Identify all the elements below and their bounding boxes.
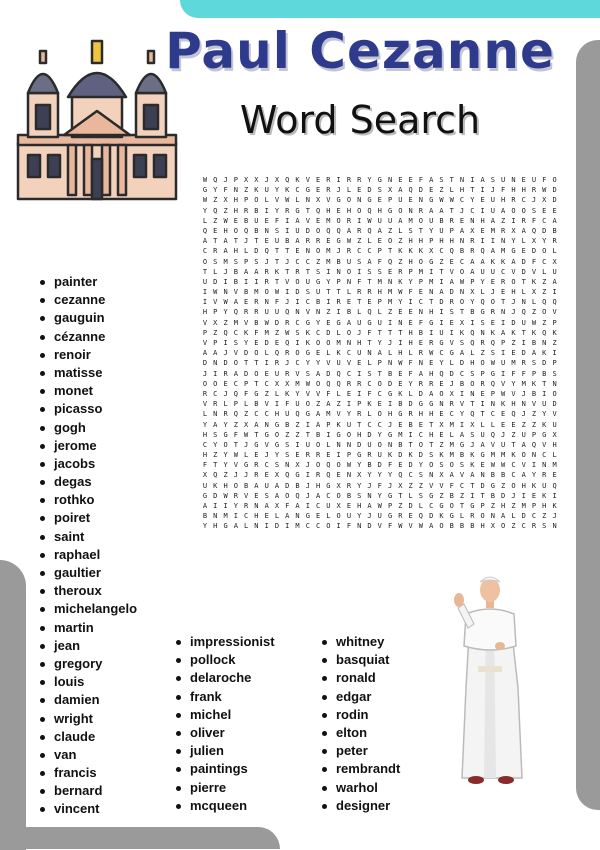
grid-row: T L J B A A R K T R T S I N O I S S E R P M I T V O A U U C V D V L U [202, 267, 557, 276]
grid-row: H Z Y W L E J Y S E R R E I P G R U K D K D S K M B K G M M K O N C L [202, 451, 557, 460]
bottom-accent-bar [0, 827, 280, 849]
word-list-item: vincent [40, 800, 137, 818]
word-list-item: pollock [176, 651, 275, 669]
word-list-item: matisse [40, 364, 137, 382]
grid-row: J I R A D O E U R V S A D Q C I S T B E F A H Q D C S P G I F F P B S [202, 369, 557, 378]
grid-row: O O E C P T C X X M W O Q Q R R C O D E Y R R E J B O R Q V Y M K T N [202, 379, 557, 388]
grid-row: H P Y Q R R U U Q N V N Z I B L Q L Z E E N H I S T B G R N J Q Z O V [202, 308, 557, 317]
word-list-column-3 [322, 633, 400, 815]
grid-row: A T A T J T E U B A R R E G W Z L E O Z H H P H H N R I I N Y L X Y R [202, 237, 557, 246]
grid-row: V P I S Y E D E Q I K O O M N H T Y J I H E R G V S Q R Q P Z I B N Z [202, 339, 557, 347]
grid-row: C Y O T J G V G S I U O L N N D U O N B T O T Z M G J A V U T A Q V H [202, 440, 557, 449]
left-accent-bar [0, 560, 26, 850]
word-list-item: wright [40, 710, 137, 728]
pope-figure-icon [448, 568, 532, 790]
grid-row: A I I Y R N A X F A I C U X E H A W P Z D L C G O T G P Z H Z M P H K [202, 502, 557, 510]
word-list-item: julien [176, 742, 275, 760]
word-list-item: designer [322, 797, 400, 815]
word-list-item: pierre [176, 779, 275, 797]
grid-row: D N D O T T I R J C Y Y V U V E L P N W F N E Y L D H O W U M R S D P [202, 359, 557, 368]
grid-row: H S G F W T G O Z Z T B I G O H D Y G M I C H E L A S U Q J Z U P G X [202, 430, 557, 439]
right-accent-bar [576, 40, 600, 810]
word-list-item: jean [40, 637, 137, 655]
word-list-item: poiret [40, 509, 137, 527]
word-list-item: francis [40, 764, 137, 782]
grid-row: C R A H L D Q T T E N O M J R C C P T K K K X C Q B R Q A M G E D O L [202, 247, 557, 256]
grid-row: Q E H O Q B N S I U D O Q Q A R Q A Z L S T Y U P A X E M R X A Q D B [202, 226, 557, 235]
word-list-item: paintings [176, 760, 275, 778]
word-list-item: martin [40, 619, 137, 637]
word-list-item: rothko [40, 491, 137, 509]
word-list-item: cezanne [40, 291, 137, 309]
grid-row: V X Z M V B W D R C G Y E G A U G U I N E F G I E X I S E I D U W Z P [202, 318, 557, 327]
word-list-item: michelangelo [40, 600, 137, 618]
word-list-item: monet [40, 382, 137, 400]
word-list-item: oliver [176, 724, 275, 742]
word-list-item: gogh [40, 419, 137, 437]
word-list-item: rodin [322, 706, 400, 724]
word-list-item: louis [40, 673, 137, 691]
word-list-item: gauguin [40, 309, 137, 327]
word-list-item: saint [40, 528, 137, 546]
word-list-item: whitney [322, 633, 400, 651]
word-list-item: renoir [40, 346, 137, 364]
page-title: Paul Cezanne [165, 22, 555, 80]
word-list-item: warhol [322, 779, 400, 797]
word-list-item: delaroche [176, 669, 275, 687]
word-list-item: jacobs [40, 455, 137, 473]
grid-row: P Z Q C K F M Z W S K C D L O J F T T T H B I U I K Q N K A K T K Q K [202, 328, 557, 337]
word-list-item: gaultier [40, 564, 137, 582]
word-list-item: van [40, 746, 137, 764]
word-list-item: frank [176, 688, 275, 706]
word-list-item: theroux [40, 582, 137, 600]
word-list-item: jerome [40, 437, 137, 455]
grid-row: B N M I C H E L A N G E L O U Y J U G R E Q D K G L R O N A L D C Z J [202, 512, 557, 521]
word-list-item: basquiat [322, 651, 400, 669]
grid-row: G D W R V E S A O Q J A C O B S N Y G T L S G Z B Z I T B D J I E K I [202, 491, 557, 500]
grid-row: Y H G A L N I D I M C C O I F N D V F W V W A O B B B H X O Z C R S N [202, 522, 557, 531]
grid-row: A A J V D O L Q R O G E L K C U N A L H L R W C G A L Z S I E D A K I [202, 349, 557, 358]
grid-row: L N R Q Z C C H U Q G A M V Y R L O H G R H H E C Y Q T C E Q J Z Y V [202, 410, 557, 419]
grid-row: Y A Y Z X A N G B Z I A P K U T C C J E B E T X M I X L L E E Z Z K U [202, 420, 557, 429]
word-list-item: raphael [40, 546, 137, 564]
word-list-item: michel [176, 706, 275, 724]
letter-grid [200, 175, 560, 532]
top-accent-bar [180, 0, 600, 18]
word-list-item: mcqueen [176, 797, 275, 815]
word-list-item: picasso [40, 400, 137, 418]
word-list-item: bernard [40, 782, 137, 800]
grid-row: I W N V B M O W I D S U T T L R R H M W F E N A D N X L J E H L X Z I [202, 288, 557, 297]
word-list-item: edgar [322, 688, 400, 706]
grid-row: W Z X H P O L V W L N X V G O N G E P U E N G W W C Y E U H R C J X D [202, 196, 557, 205]
word-list-item: gregory [40, 655, 137, 673]
word-list-item: rembrandt [322, 760, 400, 778]
grid-row: G Y F N Z K U Y K C G E R J L E D S X A Q D E Z L H T I J F H H R W D [202, 186, 557, 195]
grid-row: O S M S P S J T J C C Z M B U S A F Q Z H O G Z E C A A K K A D F C X [202, 257, 557, 266]
grid-row: V R L P L B V I F U O Z A Z I P K E I B D G G N R V T I N K H N V U D [202, 400, 557, 409]
word-list-item: damien [40, 691, 137, 709]
grid-row: L Z W E B U E F I A V E M O R I W U U A M O U B R E N H A Z I R F C A [202, 216, 557, 225]
word-list-item: cézanne [40, 328, 137, 346]
word-list-item: elton [322, 724, 400, 742]
word-list-item: peter [322, 742, 400, 760]
grid-row: U K H O B A U A D B J H G X R Y J F J X Z Z V V F C T D G Z O H K U Q [202, 481, 557, 490]
grid-row: F T Y V G R C S N X J O Q O W Y B D F E D Y O S O S K E W W C V I N M [202, 461, 557, 470]
word-list-item: impressionist [176, 633, 275, 651]
word-list-item: painter [40, 273, 137, 291]
word-list-item: claude [40, 728, 137, 746]
grid-row: R C J Q F G Z L K Y V V F L E I F C G K L D A O X I N E P W V J B I O [202, 389, 557, 398]
grid-row: Y Q Z H R B I Y R G T Q H E H O Q H G O N R A A T J C I U A O O S E E [202, 206, 557, 215]
word-list-item: degas [40, 473, 137, 491]
grid-row: U D I B I I R T V O U G Y P N F T M N K Y P M I A W P Y E R O T K Z A [202, 277, 557, 286]
word-list-item: ronald [322, 669, 400, 687]
page-subtitle: Word Search [239, 98, 481, 142]
word-list-column-1 [40, 273, 137, 819]
grid-row: I V W A E R N F J I C B I R E T E P M Y I C T D R O Y Q O T J N L Q Q [202, 298, 557, 307]
grid-row: X Q Z J J R E X Q G I R Q E N X Y Y Y Q C S N X A V A N B B C A Y R E [202, 471, 557, 480]
grid-row: W Q J P X X J X Q K V E R I R R Y G N E E F A S T N I A S U N E U F O [202, 176, 557, 184]
word-list-column-2 [176, 633, 275, 815]
